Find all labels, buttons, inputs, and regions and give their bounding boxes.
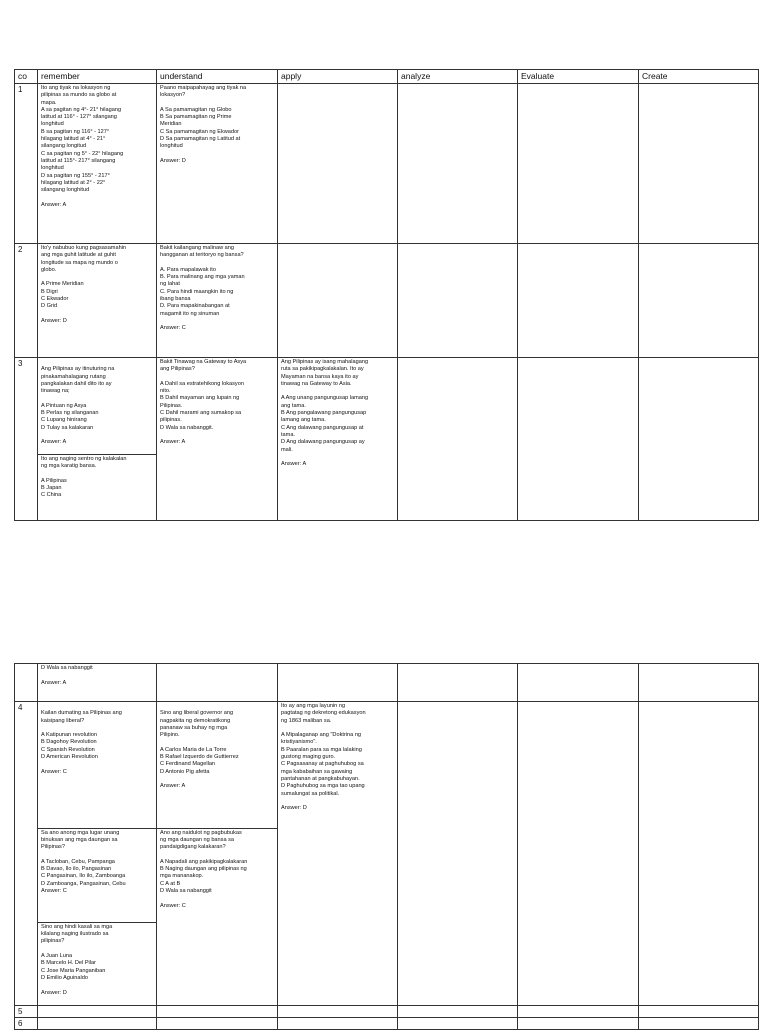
remember-question-a: Ang Pilipinas ay itinuturing na pinakamahalagang rutang pangkalakan dahil dito ito ay tinawag na; A Pintuan ng Asya B Perlas ng silanganan C Lupang hinirang D Tulay sa kalakaran Answer: A — [41, 366, 115, 446]
remember-cell — [38, 1006, 157, 1018]
create-cell — [639, 358, 759, 521]
understand-cell — [157, 1006, 278, 1018]
header-create: Create — [639, 70, 759, 84]
apply-cell — [278, 664, 398, 702]
evaluate-cell — [518, 358, 639, 521]
table-row — [15, 244, 759, 358]
remember-question-a: Kailan dumating sa Pilipinas ang kaisipang liberal? A Katipunan revolution B Dagohoy Revolution C Spanish Revolution D American Revolution Answer: C — [41, 710, 122, 775]
table-row — [15, 702, 759, 1006]
apply-cell — [278, 1006, 398, 1018]
analyze-cell — [398, 244, 518, 358]
remember-question-b: Ito ang naging sentro ng kalakalan ng mga karatig bansa. A Pilipinas B Japan C China — [38, 454, 156, 500]
analyze-cell — [398, 664, 518, 702]
table-row — [15, 84, 759, 244]
evaluate-cell — [518, 84, 639, 244]
quiz-table-page-2 — [14, 663, 759, 1030]
analyze-cell — [398, 702, 518, 1006]
apply-question — [278, 84, 398, 244]
co-number: 4 — [15, 702, 38, 1006]
quiz-table-page-1 — [14, 69, 759, 521]
apply-question: Ang Pilipinas ay isang mahalagang ruta sa pakikipagkalakalan. Ito ay Mayaman na bansa kaya ito ay tinawag na Gateway to Asia. A Ang unang pangungusap lamang ang tama. B Ang pangalawang pangungusap lamang ang tama. C Ang dalawang pangungusap at tama. D Ang dalawang pangungusap ay mali. Answer: A — [278, 358, 398, 521]
table-row — [15, 358, 759, 521]
remember-question — [38, 358, 157, 521]
evaluate-cell — [518, 244, 639, 358]
evaluate-cell — [518, 702, 639, 1006]
header-row — [15, 70, 759, 84]
understand-question: Bakit kailangang malinaw ang hangganan at teritoryo ng bansa? A. Para mapalawak ito B. Para malinang ang mga yaman ng lahat C. Para hindi maangkin ito ng ibang bansa D. Para mapakinabangan at magamit ito ng sinuman Answer: C — [157, 244, 278, 358]
header-remember: remember — [38, 70, 157, 84]
remember-question: Ito'y nabubuo kung pagsasamahin ang mga guhit latitude at guhit longitude sa mapa ng mundo o globo. A Prime Meridian B Digri C Ekwador D Grid Answer: D — [38, 244, 157, 358]
analyze-cell — [398, 84, 518, 244]
co-number — [15, 664, 38, 702]
create-cell — [639, 664, 759, 702]
table-row-continued — [15, 664, 759, 702]
evaluate-cell — [518, 1006, 639, 1018]
understand-cell — [157, 664, 278, 702]
co-number: 1 — [15, 84, 38, 244]
create-cell — [639, 1006, 759, 1018]
apply-question — [278, 244, 398, 358]
table-row — [15, 1006, 759, 1018]
co-number: 2 — [15, 244, 38, 358]
evaluate-cell — [518, 664, 639, 702]
remember-question: Ito ang tiyak na lokasyon ng pilipinas sa mundo sa globo at mapa. A sa pagitan ng 4°- 21° hilagang latitud at 116° - 127° silangang longhitud B sa pagitan ng 116° - 127° hilagang latitud at 4° - 21° silangang longitud C sa pagitan ng 5° - 22° hilagang latitud at 115°- 217° silangang longhitud D sa pagitan ng 155° - 217° hilagang latitud at 2° - 22° silangang longhitud Answer: A — [38, 84, 157, 244]
apply-question: Ito ay ang mga layunin ng pagtatag ng dekretong edukasyon ng 1863 maliban sa. A Mipalaganap ang "Doktrina ng kristiyanismo". B Paaralan para sa mga lalaking gustong maging guro. C Pagsasanay at paghuhubog sa mga kababaihan sa gawaing pantahanan at pangkabuhayan. D Paghuhubog sa mga tao upang sumalungat sa politikal. Answer: D — [278, 702, 398, 1006]
header-apply: apply — [278, 70, 398, 84]
header-evaluate: Evaluate — [518, 70, 639, 84]
create-cell — [639, 702, 759, 1006]
remember-question-b: Sa ano anong mga lugar unang binuksan ang mga daungan sa Pilipinas? A Tacloban, Cebu, Pampanga B Davao, Ilo ilo, Pangasinan C Pangasinan, Ilo ilo, Zamboanga D Zamboanga, Pangasinan, Cebu Answer: C — [38, 828, 156, 915]
remember-question-c: Sino ang hindi kasali sa mga kilalang naging ilustrado sa pilipinas? A Juan Luna B Marcelo H. Del Pilar C Jose Maria Panganiban D Emilio Aguinaldo Answer: D — [38, 922, 156, 997]
understand-question-b: Ano ang naidulot ng pagbubukas ng mga daungan ng bansa sa pandaigdigang kalakaran? A Napadali ang pakikipagkalakaran B Naging daungan ang pilipinas ng mga mananakop. C A at B D Wala sa nabanggit Answer: C — [157, 828, 277, 910]
create-cell — [639, 84, 759, 244]
understand-question: Bakit Tinawag na Gateway to Asya ang Pilipinas? A Dahil sa estratehikong lokasyon nito. B Dahil mayaman ang lupain ng Pilipinas. C Dahil marami ang sumakop sa pilipinas. D Wala sa nabanggit. Answer: A — [157, 358, 278, 521]
understand-question — [157, 702, 278, 1006]
remember-question — [38, 702, 157, 1006]
header-understand: understand — [157, 70, 278, 84]
remember-question-continued: D Wala sa nabanggit Answer: A — [38, 664, 157, 702]
co-number: 3 — [15, 358, 38, 521]
analyze-cell — [398, 1006, 518, 1018]
co-number: 5 — [15, 1006, 38, 1018]
header-co: co — [15, 70, 38, 84]
co-number: 6 — [15, 1018, 38, 1030]
header-analyze: analyze — [398, 70, 518, 84]
create-cell — [639, 244, 759, 358]
analyze-cell — [398, 358, 518, 521]
understand-question-a: Sino ang liberal governor ang nagpakita ng demokratikong pananaw sa buhay ng mga Pilipino. A Carlos Maria de La Torre B Rafael Izquerdo de Guttierrez C Ferdinand Magellan D Antonio Pig afetta Answer: A — [160, 710, 239, 790]
understand-question: Paano maipapahayag ang tiyak na lokasyon? A Sa pamamagitan ng Globo B Sa pamamagitan ng Prime Meridian C Sa pamamagitan ng Ekwador D Sa pamamagitan ng Latitud at longhitud Answer: D — [157, 84, 278, 244]
